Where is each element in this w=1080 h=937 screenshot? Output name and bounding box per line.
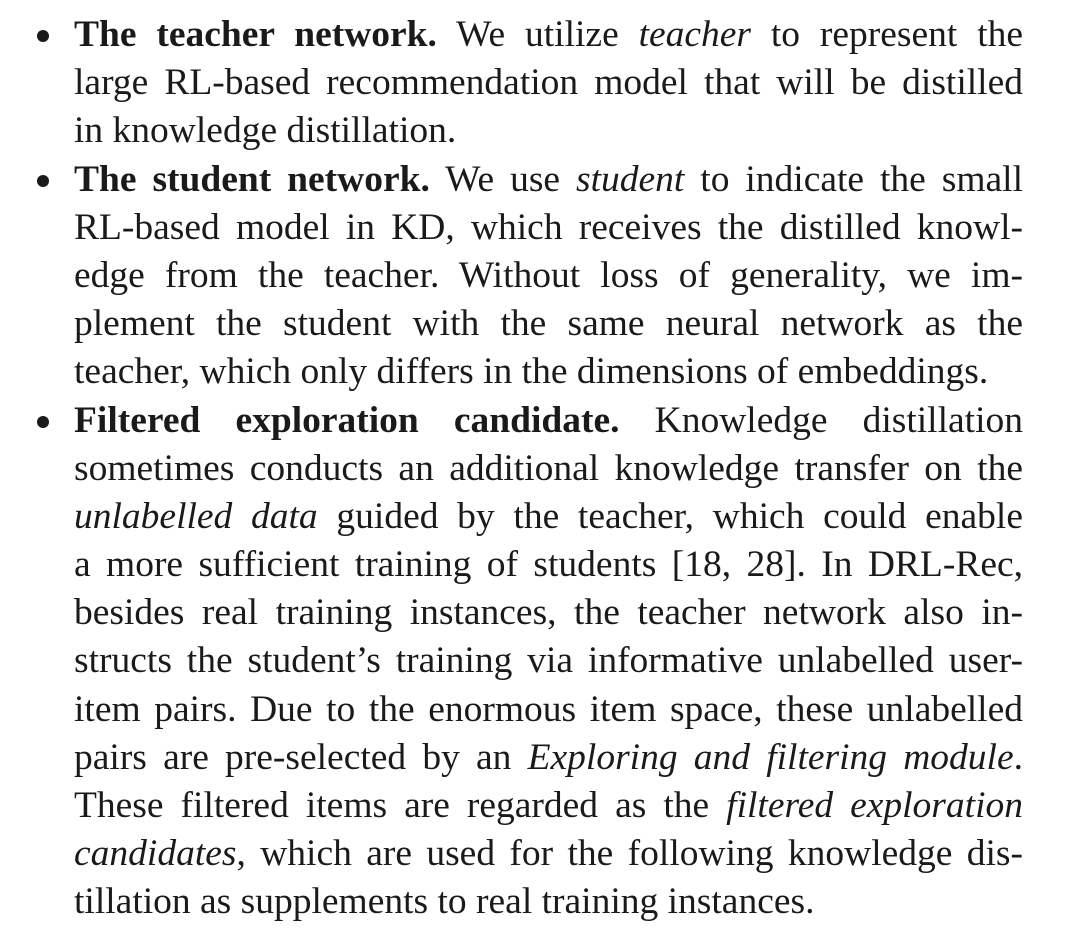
item-heading: Filtered exploration candidate. (74, 399, 620, 441)
paragraph-line: pairs are pre-selected by an Exploring and filtering module. (74, 736, 1023, 778)
paragraph-line: structs the student’s training via informative unlabelled user- (74, 640, 1023, 682)
paragraph-line: plement the student with the same neural network as the (74, 303, 1023, 345)
paragraph-line: unlabelled data guided by the teacher, which could enable (74, 495, 1023, 537)
paragraph-line: teacher, which only differs in the dimensions of embeddings. (74, 351, 989, 393)
list-item-student-network-line-1: The student network. We use student to indicate the small (0, 156, 1080, 204)
list-item-teacher-network-line-1: The teacher network. We utilize teacher to represent the (0, 11, 1080, 59)
paragraph-line: a more sufficient training of students [18, 28]. In DRL-Rec, (74, 544, 1023, 586)
paragraph-line: candidates, which are used for the following knowledge dis- (74, 833, 1023, 875)
bullet-icon (37, 416, 49, 428)
paragraph-line: These filtered items are regarded as the filtered exploration (74, 785, 1023, 826)
paragraph-line: edge from the teacher. Without loss of generality, we im- (74, 254, 1023, 296)
paragraph-line: besides real training instances, the teacher network also in- (74, 592, 1023, 634)
bullet-icon (37, 30, 49, 42)
item-heading: The teacher network. (74, 14, 437, 55)
paragraph-line: tillation as supplements to real training instances. (74, 881, 815, 923)
item-heading: The student network. (74, 158, 430, 200)
bullet-icon (37, 175, 49, 187)
paragraph-line: in knowledge distillation. (74, 110, 457, 152)
list-item-filtered-exploration-line-1: Filtered exploration candidate. Knowledge distillation (0, 397, 1080, 445)
bullet-list (0, 11, 1080, 927)
paragraph-line: large RL-based recommendation model that will be distilled (74, 62, 1023, 104)
paragraph-line: item pairs. Due to the enormous item space, these unlabelled (74, 688, 1023, 730)
paragraph-line: RL-based model in KD, which receives the distilled knowl- (74, 206, 1023, 248)
paragraph-line: sometimes conducts an additional knowledge transfer on the (74, 447, 1023, 489)
